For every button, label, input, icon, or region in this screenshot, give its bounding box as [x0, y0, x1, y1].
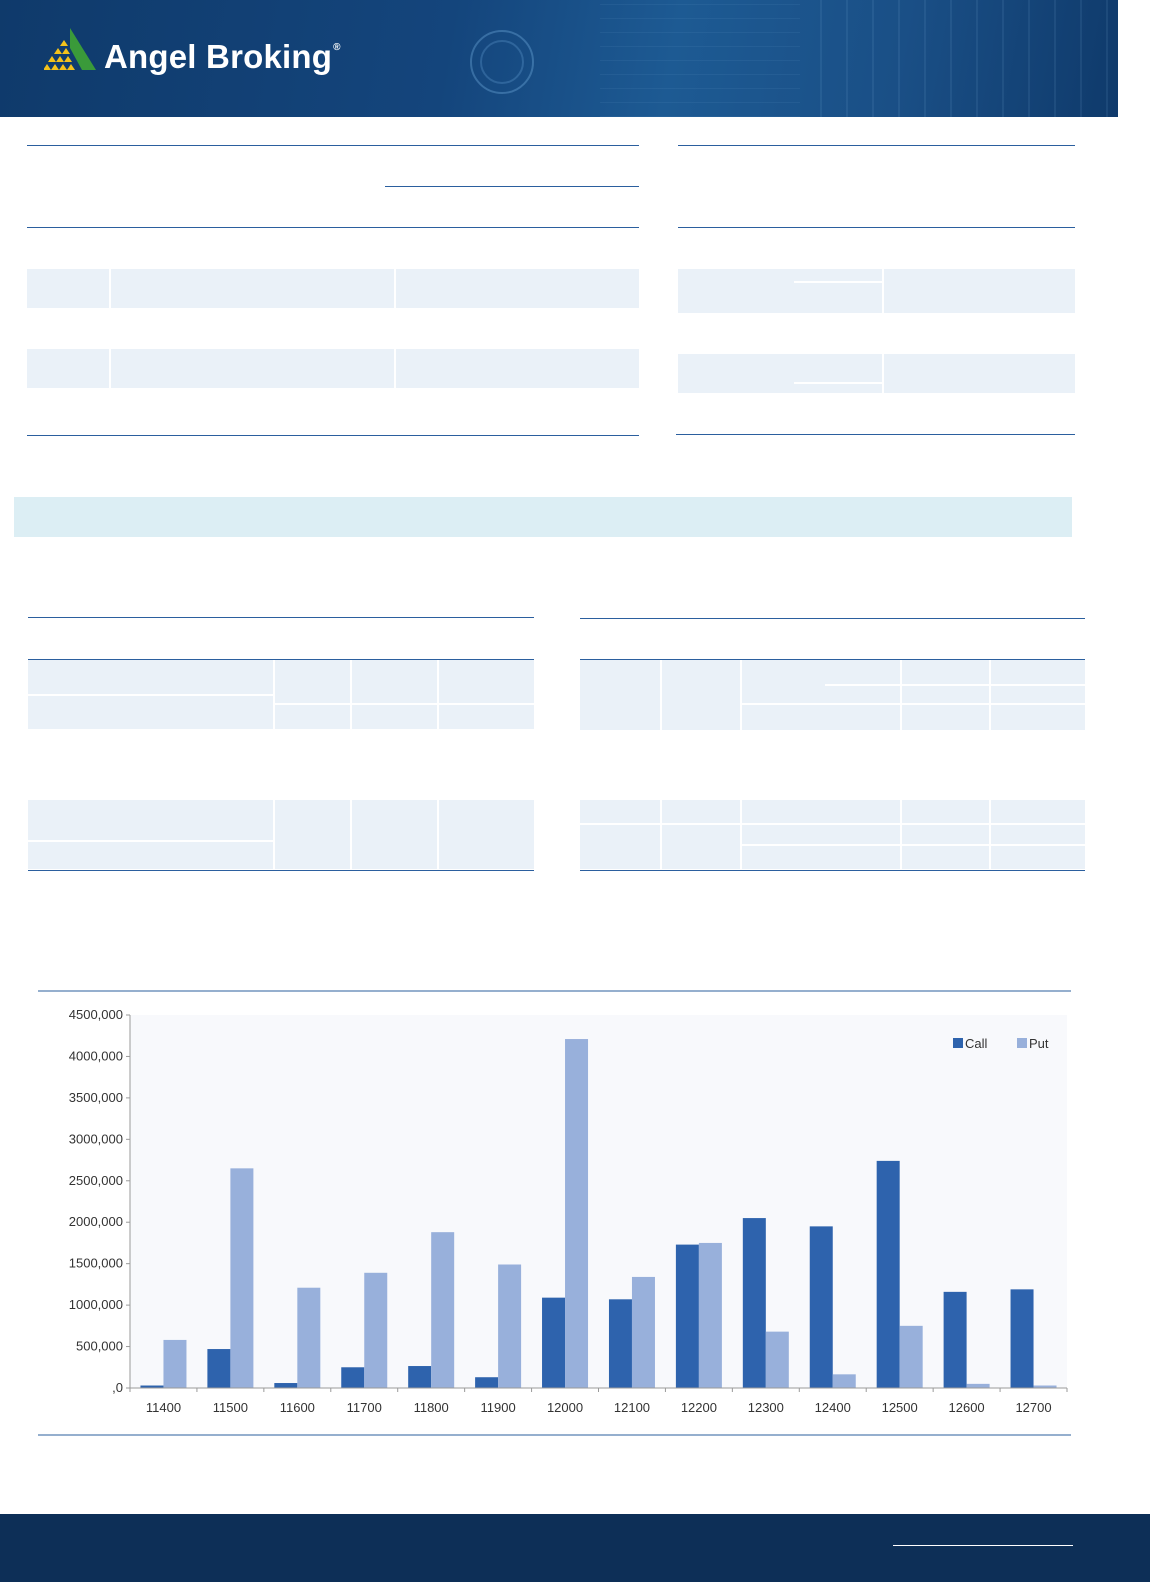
bar-put-12400: [833, 1374, 856, 1388]
y-tick-label: 4000,000: [68, 1048, 123, 1064]
x-tick-label: 12700: [1015, 1400, 1052, 1415]
x-tick-label: 12300: [747, 1400, 784, 1415]
bar-call-11800: [408, 1366, 431, 1388]
bar-call-11500: [207, 1349, 230, 1388]
bar-call-12000: [542, 1298, 565, 1388]
cell-divider: [794, 281, 882, 283]
legend-label-put: Put: [1029, 1036, 1049, 1051]
cell-divider: [350, 660, 352, 729]
legend-label-call: Call: [965, 1036, 988, 1051]
cell-divider: [350, 800, 352, 869]
footer-rule: [893, 1545, 1073, 1546]
y-axis: [69, 1007, 130, 1395]
table-rule: [27, 435, 639, 436]
table-rule: [28, 870, 534, 871]
x-tick-label: 11500: [212, 1400, 248, 1415]
cell-divider: [740, 844, 1085, 846]
table-rule: [676, 434, 1075, 435]
bar-put-11400: [163, 1340, 186, 1388]
header-decoration: [820, 0, 1118, 117]
y-tick-label: ,0: [112, 1380, 123, 1395]
cell-divider: [740, 800, 742, 869]
y-tick-label: 3000,000: [68, 1131, 123, 1147]
plot-area: [130, 1015, 1067, 1388]
bar-put-11700: [364, 1273, 387, 1388]
bar-call-11700: [341, 1367, 364, 1388]
cell-divider: [794, 382, 882, 384]
bar-put-12300: [766, 1332, 789, 1388]
table-rule: [580, 618, 1085, 619]
y-tick-label: 2000,000: [68, 1214, 123, 1230]
bar-call-11900: [475, 1377, 498, 1388]
y-tick-label: 1500,000: [68, 1255, 123, 1271]
open-interest-chart: [0, 990, 1150, 1440]
bar-call-12200: [676, 1245, 699, 1388]
bar-call-11600: [274, 1383, 297, 1388]
cell-divider: [28, 694, 273, 696]
bar-call-12700: [1011, 1289, 1034, 1388]
table-row: [27, 269, 639, 308]
x-tick-label: 11700: [346, 1400, 382, 1415]
cell-divider: [437, 660, 439, 729]
cell-divider: [660, 660, 662, 730]
cell-divider: [109, 269, 111, 308]
header-decoration: [480, 40, 524, 84]
table-rule: [580, 870, 1085, 871]
y-tick-label: 500,000: [76, 1338, 123, 1354]
cell-divider: [394, 349, 396, 388]
x-tick-label: 12600: [948, 1400, 985, 1415]
x-tick-label: 12500: [881, 1400, 918, 1415]
x-tick-label: 12100: [613, 1400, 651, 1415]
bar-call-12500: [877, 1161, 900, 1388]
bar-put-11800: [431, 1232, 454, 1388]
cell-divider: [273, 703, 534, 705]
bar-put-11900: [498, 1264, 521, 1388]
x-tick-label: 12200: [680, 1400, 717, 1415]
table-row: [580, 660, 1085, 730]
legend-swatch-call: [953, 1038, 963, 1048]
x-tick-label: 12400: [814, 1400, 851, 1415]
table-rule: [27, 145, 639, 146]
bar-call-12600: [944, 1292, 967, 1388]
cell-divider: [740, 660, 742, 730]
cell-divider: [437, 800, 439, 869]
cell-divider: [740, 703, 1085, 705]
report-header: [0, 0, 1118, 117]
y-tick-label: 4500,000: [68, 1007, 123, 1022]
x-tick-label: 11900: [480, 1400, 516, 1415]
brand-name: Angel Broking®: [104, 38, 341, 75]
y-tick-label: 2500,000: [68, 1172, 123, 1188]
bar-put-12000: [565, 1039, 588, 1388]
cell-divider: [273, 660, 275, 729]
cell-divider: [394, 269, 396, 308]
table-rule: [28, 617, 534, 618]
bar-put-12600: [967, 1384, 990, 1388]
cell-divider: [882, 269, 884, 313]
table-rule: [27, 227, 639, 228]
cell-divider: [825, 684, 1085, 686]
legend-swatch-put: [1017, 1038, 1027, 1048]
x-tick-label: 11400: [145, 1400, 182, 1415]
table-row: [678, 354, 1075, 393]
table-row: [28, 800, 534, 869]
bar-put-11500: [230, 1168, 253, 1388]
section-banner: [14, 497, 1072, 537]
x-tick-label: 11600: [279, 1400, 315, 1415]
x-axis: [130, 1388, 1067, 1415]
cell-divider: [273, 800, 275, 869]
bar-call-12100: [609, 1299, 632, 1388]
table-rule: [678, 227, 1075, 228]
table-row: [27, 349, 639, 388]
cell-divider: [900, 800, 902, 869]
header-decoration: [600, 0, 800, 117]
bar-chart: [0, 990, 1150, 1440]
cell-divider: [882, 354, 884, 393]
bar-put-11600: [297, 1288, 320, 1388]
angel-broking-logo-icon: [44, 28, 96, 74]
bar-call-12300: [743, 1218, 766, 1388]
cell-divider: [580, 823, 1085, 825]
table-rule: [385, 186, 639, 187]
cell-divider: [989, 800, 991, 869]
x-tick-label: 12000: [546, 1400, 584, 1415]
bar-put-12200: [699, 1243, 722, 1388]
cell-divider: [109, 349, 111, 388]
table-rule: [678, 145, 1075, 146]
x-tick-label: 11800: [413, 1400, 449, 1415]
bar-call-12400: [810, 1226, 833, 1388]
cell-divider: [989, 660, 991, 730]
cell-divider: [900, 660, 902, 730]
bar-put-12100: [632, 1277, 655, 1388]
y-tick-label: 3500,000: [68, 1089, 123, 1105]
bar-put-12500: [900, 1326, 923, 1388]
table-row: [678, 269, 1075, 313]
y-tick-label: 1000,000: [68, 1297, 123, 1313]
page-footer: [0, 1514, 1150, 1582]
cell-divider: [28, 840, 273, 842]
cell-divider: [660, 800, 662, 869]
table-row: [580, 800, 1085, 869]
